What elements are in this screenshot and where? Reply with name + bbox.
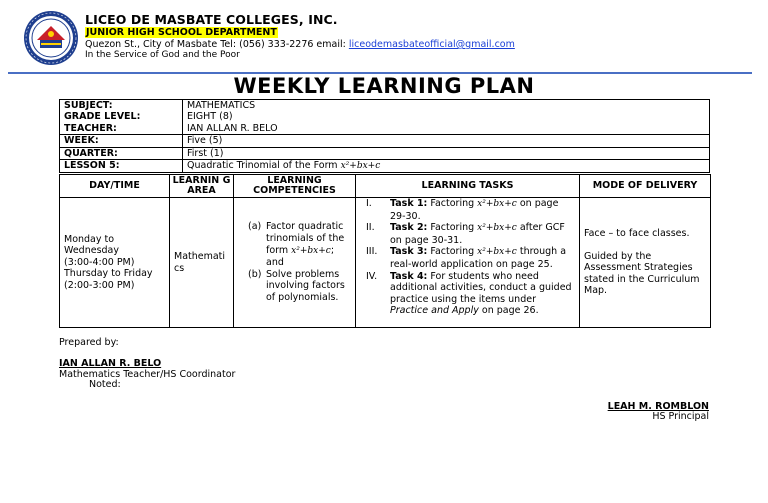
lesson-value (183, 160, 710, 173)
list-item (360, 246, 575, 270)
grade-label: GRADE LEVEL: (64, 111, 141, 123)
week-value: Five (5) (183, 135, 710, 147)
competencies-cell (234, 198, 356, 328)
task-label: Task 2: (390, 222, 428, 234)
task-italic-text: Practice and Apply (390, 305, 479, 317)
mode-line: Face – to face classes. (584, 228, 690, 240)
info-row-lesson (60, 160, 710, 173)
table-header-row (60, 175, 711, 198)
learning-area-cell: Mathematics (170, 198, 234, 328)
task-text: For students who need additional activities, conduct a guided practice using the items under (390, 270, 572, 305)
info-group-1 (60, 100, 710, 135)
school-motto: In the Service of God and the Poor (85, 50, 240, 60)
item-marker: (a) (248, 221, 262, 233)
task-label: Task 1: (390, 198, 428, 209)
item-text-after: ; and (266, 244, 335, 269)
list-item (234, 269, 351, 304)
header-tasks: LEARNING TASKS (356, 175, 580, 198)
task-text: Factoring (427, 222, 478, 234)
competencies-list (234, 221, 351, 303)
teacher-role: Mathematics Teacher/HS Coordinator (59, 369, 236, 380)
info-row-quarter (60, 147, 710, 159)
page-title: WEEKLY LEARNING PLAN (233, 74, 535, 98)
principal-signature-name: LEAH M. ROMBLON (607, 401, 709, 412)
day-time-line: Thursday to Friday (64, 268, 153, 280)
school-address (85, 39, 515, 50)
email-link[interactable]: liceodemasbateofficial@gmail.com (348, 39, 515, 50)
day-time-line: Wednesday (64, 245, 120, 257)
item-marker: I. (366, 198, 372, 209)
item-text: Solve problems involving factors of polynomials. (266, 268, 345, 303)
task-expression: x²+bx+c (477, 247, 517, 258)
item-marker: III. (366, 246, 378, 258)
quarter-label: QUARTER: (60, 147, 183, 159)
task-text: Factoring (427, 198, 478, 209)
item-marker: II. (366, 222, 375, 234)
subject-label: SUBJECT: (64, 100, 113, 111)
tasks-cell (356, 198, 580, 328)
header-competencies: LEARNING COMPETENCIES (234, 175, 356, 198)
grade-value: EIGHT (8) (187, 111, 233, 123)
week-label: WEEK: (60, 135, 183, 147)
table-row (60, 198, 711, 328)
mode-of-delivery-cell (580, 198, 711, 328)
header-day-time: DAY/TIME (60, 175, 170, 198)
department-name: JUNIOR HIGH SCHOOL DEPARTMENT (86, 27, 277, 38)
teacher-label: TEACHER: (64, 122, 117, 134)
teacher-signature-name: IAN ALLAN R. BELO (59, 358, 162, 369)
item-marker: IV. (366, 270, 378, 282)
lesson-label: LESSON 5: (60, 160, 183, 173)
teacher-value: IAN ALLAN R. BELO (187, 122, 278, 134)
prepared-by-label: Prepared by: (59, 337, 119, 348)
item-expression: x²+bx+c (291, 245, 331, 256)
item-marker: (b) (248, 268, 262, 280)
address-text: Quezon St., City of Masbate Tel: (056) 333-2276 email: (85, 39, 349, 50)
lesson-expression: x²+bx+c (340, 161, 381, 172)
info-values-1 (183, 100, 710, 135)
task-text-after: on page 26. (478, 305, 539, 317)
lesson-title: Quadratic Trinomial of the Form (187, 160, 341, 172)
list-item (360, 198, 575, 222)
task-label: Task 3: (390, 246, 428, 258)
task-label: Task 4: (390, 270, 428, 282)
school-seal-logo (23, 10, 79, 66)
day-time-line: Monday to (64, 233, 115, 245)
day-time-cell (60, 198, 170, 328)
noted-label: Noted: (89, 379, 121, 390)
letterhead (23, 10, 723, 70)
task-text: Factoring (427, 246, 478, 258)
info-labels-1 (60, 100, 183, 135)
list-item (360, 222, 575, 246)
info-row-week (60, 135, 710, 147)
header-learning-area: LEARNIN G AREA (170, 175, 234, 198)
quarter-value: First (1) (183, 147, 710, 159)
principal-role: HS Principal (652, 411, 709, 422)
task-text-after: through a real-world application on page 25. (390, 246, 567, 270)
task-text-after: on page 29-30. (390, 198, 559, 222)
school-name: LICEO DE MASBATE COLLEGES, INC. (85, 12, 338, 27)
lesson-info-table (59, 99, 710, 173)
header-mode: MODE OF DELIVERY (580, 175, 711, 198)
task-expression: x²+bx+c (477, 223, 517, 234)
list-item (360, 271, 575, 317)
list-item (234, 221, 351, 268)
learning-plan-table (59, 174, 711, 328)
day-time-line: (2:00-3:00 PM) (64, 279, 135, 291)
mode-line: Guided by the Assessment Strategies stated in the Curriculum Map. (584, 250, 700, 297)
task-text-after: after GCF on page 30-31. (390, 222, 565, 246)
tasks-list (360, 198, 575, 317)
day-time-line: (3:00-4:00 PM) (64, 256, 135, 268)
subject-value: MATHEMATICS (187, 100, 256, 111)
task-expression: x²+bx+c (477, 199, 517, 209)
item-text: Factor quadratic trinomials of the form (266, 221, 345, 256)
